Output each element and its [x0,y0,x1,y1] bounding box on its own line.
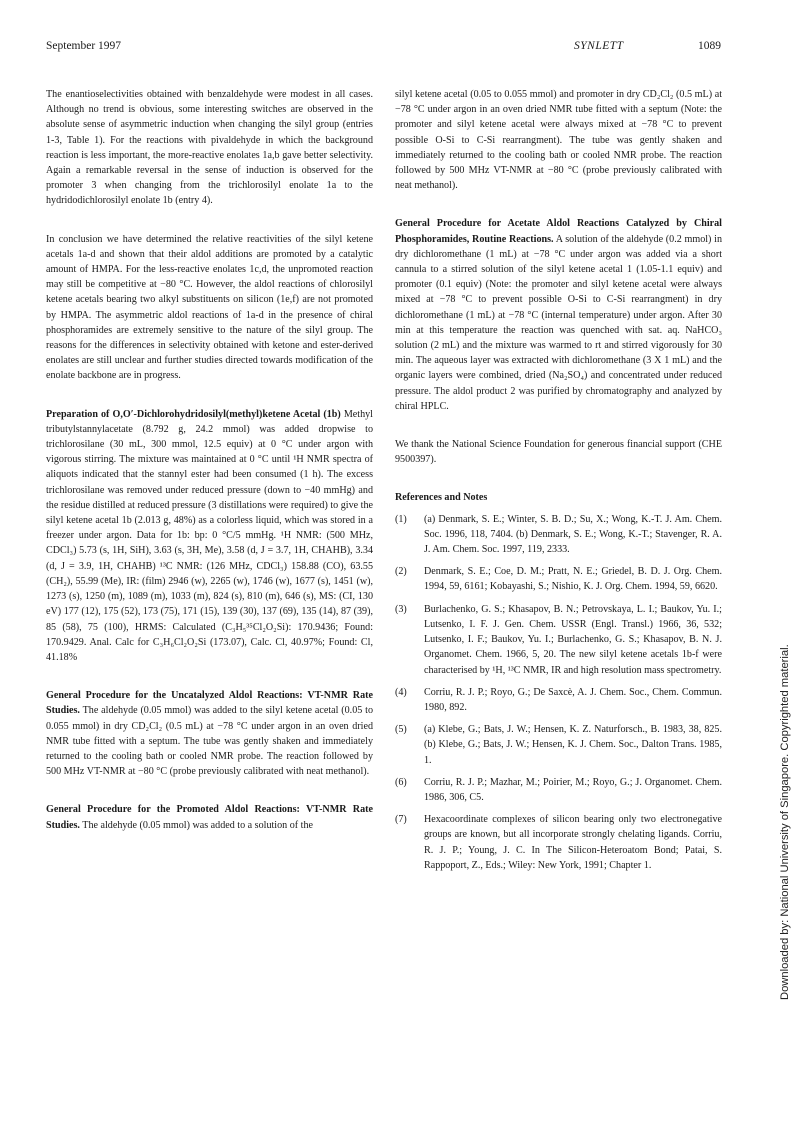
download-watermark [779,644,791,1001]
left-column [46,87,373,833]
reference-item [395,602,722,678]
reference-number: (1) [395,513,407,525]
reference-text: Denmark, S. E.; Coe, D. M.; Pratt, N. E.; Griedel, B. D. J. Org. Chem. 1994, 59, 6161; Kobayashi, S.; Nishio, K. J. Org. Chem. 1994, 59, 6620. [424,566,722,593]
reference-text: Corriu, R. J. P.; Royo, G.; De Saxcè, A. J. Chem. Soc., Chem. Commun. 1980, 892. [424,686,722,713]
page-number: 1089 [698,40,721,52]
references-heading: References and Notes [395,492,488,504]
section-title-promoted: General Procedure for the Promoted Aldol Reactions: VT-NMR Rate Studies. [46,804,373,831]
reference-item [395,512,722,558]
paragraph-enantioselectivity: The enantioselectivities obtained with benzaldehyde were modest in all cases. Although no trend is obvious, some interesting switches are observed in the absolute sense of asymmetric induction when changing the silyl group (entries 1-3, Table 1). For the reactions with pivaldehyde in which the background reaction is less important, the more-reactive enolates 1a,b gave better selectivity. Again a remarkable reversal in the sense of induction is observed for the promoter 3 when changing from the trichlorosilyl enolate 1a to the hydridodichlorosilyl enolate 1b (entry 4). [46,89,373,207]
reference-number: (3) [395,603,407,615]
reference-text: Burlachenko, G. S.; Khasapov, B. N.; Petrovskaya, L. I.; Baukov, Yu. I.; Lutsenko, I. F. J. Gen. Chem. USSR (Engl. Transl.) 1966, 36, 532; Lutsenko, I. F.; Baukov, Yu. I.; Burlachenko, G. S.; Khasapov, B. N. J. Organomet. Chem. 1966, 5, 20. The new silyl ketene acetals 1b-f were characterised by ¹H, ¹³C NMR, IR and high resolution mass spectrometry. [424,603,722,676]
reference-item [395,685,722,715]
acknowledgement: We thank the National Science Foundation for generous financial support (CHE 9500397). [395,439,722,466]
reference-text: (a) Klebe, G.; Bats, J. W.; Hensen, K. Z. Naturforsch., B. 1983, 38, 825. (b) Klebe, G.; Bats, J. W.; Hensen, K. J. Chem. Soc., Dalton Trans. 1985, 1. [424,724,722,766]
section-title-preparation: Preparation of O,O′-Dichlorohydridosilyl(methyl)ketene Acetal (1b) [46,408,341,420]
reference-text: Corriu, R. J. P.; Mazhar, M.; Poirier, M.; Royo, G.; J. Organomet. Chem. 1986, 306, C5. [424,776,722,803]
section-title-acetate: General Procedure for Acetate Aldol Reactions Catalyzed by Chiral Phosphoramides, Routine Reactions. [395,218,722,245]
section-body-uncatalyzed: The aldehyde (0.05 mmol) was added to the silyl ketene acetal (0.05 to 0.055 mmol) in dry CD₂Cl₂ (0.5 mL) at −78 °C under argon in an oven dried NMR tube fitted with a septum. The tube was gently shaken and immediately returned to the cooling bath or cooled NMR probe. The reaction followed by 500 MHz VT-NMR at −80 °C (probe previously calibrated with neat methanol). [46,705,373,778]
right-column [395,87,722,873]
section-body-acetate: A solution of the aldehyde (0.2 mmol) in dry dichloromethane (1 mL) at −78 °C under argon was added via a short cannula to a stirred solution of the silyl ketene acetal 1 (1.05-1.1 equiv) and promoter (0.1 equiv) (Note: the promoter and silyl ketene acetal were always mixed at −78 °C to prevent possible O-Si to C-Si rearrangment) in dry dichloromethane (1 mL) at −78 °C (internal temperature) under argon. After 30 min at this temperature the reaction was quenched with sat. aq. NaHCO₃ solution (2 mL) and the mixture was warmed to rt and stirred vigorously for 30 min. The aqueous layer was extracted with dichloromethane (3 X 1 mL) and the organic layers were combined, dried (Na₂SO₄) and concentrated under reduced pressure. The aldol product 2 was purified by chromatography and analyzed by chiral HPLC. [395,233,722,412]
page-header [46,40,721,56]
reference-item [395,722,722,768]
section-acetate-aldol [395,216,722,414]
reference-item [395,812,722,873]
paragraph-conclusion: In conclusion we have determined the relative reactivities of the silyl ketene acetals 1a-d and shown that their aldol additions are promoted by a catalytic amount of HMPA. For the less-reactive enolates 1c,d, the unpromoted reaction may still be competitive at −80 °C. However, the aldol reactions of chlorosilyl ketene acetals bearing two alkyl substituents on silicon (1e,f) are not promoted by HMPA. The asymmetric aldol reactions of 1a-d in the presence of chiral phosphoramides are extremely sensitive to the nature of the silyl group. The reasons for the differences in selectivity obtained with ketone and ester-derived enolates are still unclear and further studies directed towards modification of the enolate backbone are in progress. [46,233,373,382]
section-preparation [46,407,373,665]
reference-number: (2) [395,566,407,578]
section-uncatalyzed [46,688,373,779]
issue-date: September 1997 [46,40,122,52]
reference-number: (6) [395,776,407,788]
reference-number: (7) [395,814,407,826]
reference-text: (a) Denmark, S. E.; Winter, S. B. D.; Su, X.; Wong, K.-T. J. Am. Chem. Soc. 1996, 118, 7404. (b) Denmark, S. E.; Wong, K.-T.; Stavenger, R. A. J. Am. Chem. Soc. 1997, 119, 2333. [424,513,722,556]
journal-name: SYNLETT [574,40,624,52]
reference-item [395,564,722,594]
reference-number: (4) [395,686,407,698]
download-watermark-text: Downloaded by: National University of Singapore. Copyrighted material. [779,644,791,1000]
section-body-promoted: The aldehyde (0.05 mmol) was added to a solution of the [82,819,313,831]
section-promoted [46,802,373,832]
section-body-preparation: Methyl tributylstannylacetate (8.792 g, 24.2 mmol) was added dropwise to trichlorosilane (30 mL, 300 mmol, 12.5 equiv) at 0 °C under argon with vigorous stirring. The mixture was maintained at 0 °C until ¹H NMR spectra of aliquots indicated that the stannyl ester had been consumed (1 h). The excess trichlorosilane was removed under reduced pressure (down to −40 mmHg) and the residue distilled at reduced pressure (3 distillations were required) to give the silyl ketene acetal 1b (2.013 g, 48%) as a colorless liquid, which was stored in a freezer under argon. Data for 1b: bp: 0 °C/5 mmHg. ¹H NMR: (500 MHz, CDCl₃) 5.73 (s, 1H, SiH), 3.63 (s, 3H, Me), 3.58 (d, J = 3.7, 1H, CHAHB), 3.34 (d, J = 3.9, 1H, CHAHB) ¹³C NMR: (126 MHz, CDCl₃) 158.88 (CO), 63.55 (CH₂), 55.99 (Me), IR: (film) 2946 (w), 2265 (w), 1746 (w), 1677 (s), 1451 (w), 1273 (s), 1250 (m), 1089 (m), 1033 (m), 824 (s), 810 (m), 646 (s), MS: (CI, 130 eV) 177 (12), 175 (52), 173 (75), 171 (15), 139 (30), 137 (69), 135 (14), 87 (39), 85 (58), 75 (100), HRMS: Calculated (C₃H₅³⁵Cl₂O₂Si): 170.9436; Found: 170.9429. Anal. Calc for C₃H₆Cl₂O₂Si (173.07), Calc. Cl, 40.97%; Found: Cl, 41.18% [46,408,373,663]
reference-text: Hexacoordinate complexes of silicon bearing only two electronegative groups are known, but all incorporate strongly chelating ligands. Corriu, R. J. P.; Young, J. C. In The Silicon-Heteroatom Bond; Patai, S. Rappoport, Z., Eds.; Wiley: New York, 1991; Chapter 1. [424,814,722,871]
reference-item [395,775,722,805]
paragraph-continued: silyl ketene acetal (0.05 to 0.055 mmol) and promoter in dry CD₂Cl₂ (0.5 mL) at −78 °C under argon in an oven dried NMR tube fitted with a septum (Note: the promoter and silyl ketene acetal were always mixed at −78 °C to prevent possible O-Si to C-Si rearrangment). The tube was gently shaken and immediately returned to the cooling bath or cooled NMR probe. The reaction followed by 500 MHz VT-NMR at −80 °C (probe previously calibrated with neat methanol). [395,89,722,192]
reference-number: (5) [395,724,407,736]
section-title-uncatalyzed: General Procedure for the Uncatalyzed Aldol Reactions: VT-NMR Rate Studies. [46,690,373,717]
